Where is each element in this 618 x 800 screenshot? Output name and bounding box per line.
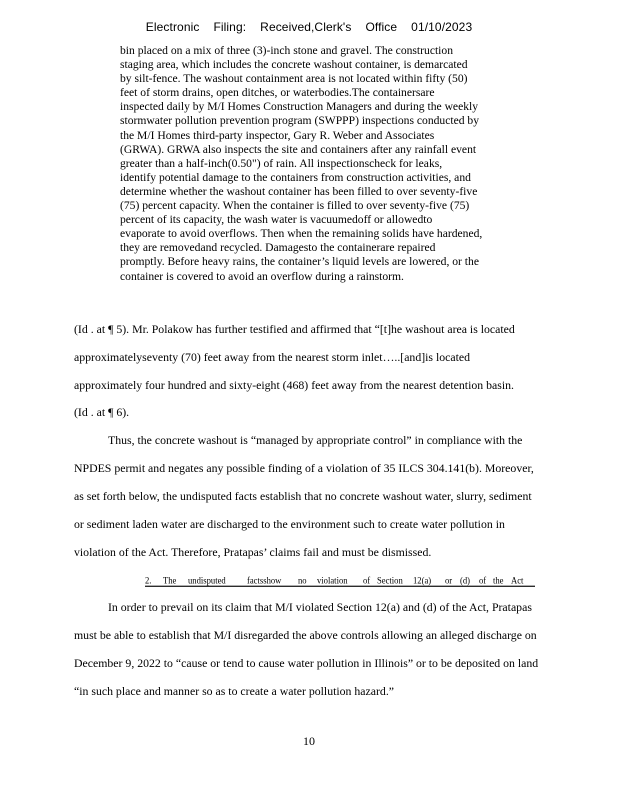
heading-word: Act [511, 574, 524, 586]
body-line: or sediment laden water are discharged to the environment such to create water pollution in [74, 517, 505, 531]
body-line: approximatelyseventy (70) feet away from the nearest storm inlet…..[and]is located [74, 350, 471, 364]
section-heading [145, 574, 535, 587]
header-part: Office [365, 20, 398, 34]
header-part: Filing: [213, 20, 247, 34]
heading-word: violation [317, 574, 348, 586]
quote-line: identify potential damage to the containers from construction activities, and [120, 170, 471, 184]
quote-line: greater than a half-inch(0.50") of rain. All inspectionscheck for leaks, [120, 156, 443, 170]
heading-word: the [493, 574, 504, 586]
body-line: violation of the Act. Therefore, Pratapas’ claims fail and must be dismissed. [74, 545, 432, 559]
efiling-header [0, 20, 618, 34]
quote-line: stormwater pollution prevention program (SWPPP) inspections conducted by [120, 114, 480, 128]
body-line: “in such place and manner so as to create a water pollution hazard.” [74, 684, 395, 698]
quote-line: (75) percent capacity. When the container is filled to over seventy-five (75) [120, 199, 470, 213]
body-line: In order to prevail on its claim that M/I violated Section 12(a) and (d) of the Act, Pratapas [108, 600, 532, 614]
heading-word: of [479, 574, 487, 586]
heading-word: factsshow [247, 574, 282, 586]
header-part: 01/10/2023 [411, 20, 473, 34]
block-quote [120, 44, 546, 284]
page-number: 10 [303, 734, 315, 748]
body-line: must be able to establish that M/I disregarded the above controls allowing an alleged discharge on [74, 628, 537, 642]
quote-line: by silt-fence. The washout containment area is not located within fifty (50) [120, 72, 468, 86]
quote-line: the M/I Homes third-party inspector, Gary R. Weber and Associates [120, 128, 435, 142]
body-line: as set forth below, the undisputed facts establish that no concrete washout water, slurry, sediment [74, 489, 532, 503]
body-line: December 9, 2022 to “cause or tend to cause water pollution in Illinois” or to be deposited on land [74, 656, 539, 670]
heading-word: no [298, 574, 307, 586]
header-part: Electronic [145, 20, 200, 34]
body-line: approximately four hundred and sixty-eight (468) feet away from the nearest detention basin. [74, 378, 514, 392]
heading-word: Section [377, 574, 403, 586]
header-part: Received,Clerk's [260, 20, 352, 34]
heading-word: (d) [460, 574, 471, 586]
heading-word: undisputed [188, 574, 226, 586]
quote-line: they are removedand recycled. Damagesto the containerare repaired [120, 241, 436, 255]
section-number: 2. [145, 574, 152, 586]
heading-word: or [445, 574, 453, 586]
quote-line: feet of storm drains, open ditches, or waterbodies.The containersare [120, 86, 435, 100]
quote-line: (GRWA). GRWA also inspects the site and containers after any rainfall event [120, 142, 477, 156]
quote-line: inspected daily by M/I Homes Construction Managers and during the weekly [120, 100, 479, 114]
body-line: (Id . at ¶ 6). [74, 405, 130, 419]
quote-line: evaporate to avoid overflows. Then when the remaining solids have hardened, [120, 227, 483, 241]
body-line: Thus, the concrete washout is “managed by appropriate control” in compliance with the [108, 433, 523, 447]
quote-line: container is covered to avoid an overflow during a rainstorm. [120, 269, 404, 283]
quote-line: determine whether the washout container has been filled to over seventy-five [120, 184, 478, 198]
heading-word: of [363, 574, 371, 586]
heading-word: 12(a) [413, 574, 432, 586]
body-line: (Id . at ¶ 5). Mr. Polakow has further testified and affirmed that “[t]he washout area is located [74, 322, 515, 336]
body-line: NPDES permit and negates any possible finding of a violation of 35 ILCS 304.141(b). Moreover, [74, 461, 534, 475]
quote-line: staging area, which includes the concrete washout container, is demarcated [120, 58, 468, 72]
quote-line: percent of its capacity, the wash water is vacuumedoff or allowedto [120, 213, 433, 227]
heading-word: The [163, 574, 177, 586]
quote-line: promptly. Before heavy rains, the container’s liquid levels are lowered, or the [120, 255, 479, 269]
quote-line: bin placed on a mix of three (3)-inch stone and gravel. The construction [120, 44, 453, 57]
